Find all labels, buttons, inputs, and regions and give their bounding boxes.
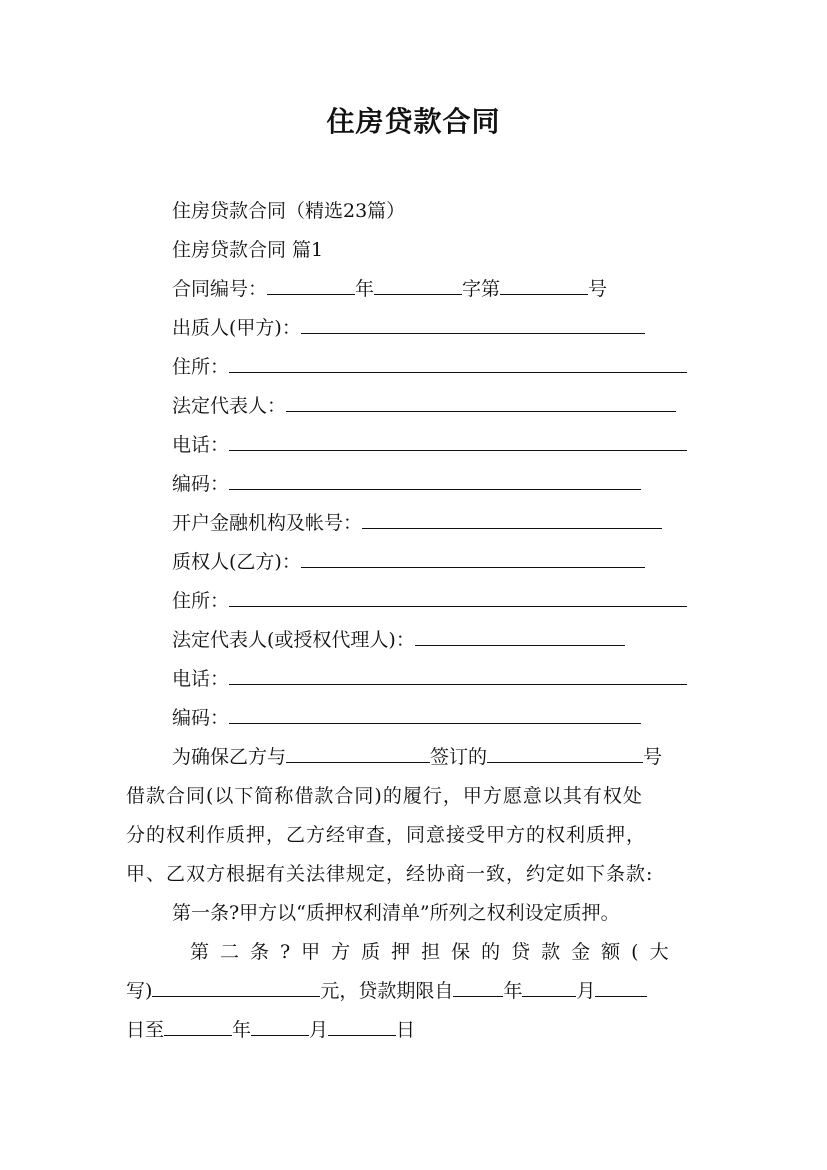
article-1: 第一条?甲方以“质押权利清单”所列之权利设定质押。: [172, 902, 620, 924]
paragraph-line: [172, 744, 662, 770]
blank: [362, 510, 662, 529]
blank: [229, 471, 641, 490]
text: 年: [503, 980, 523, 1002]
paragraph-line: 甲、乙双方根据有关法律规定，经协商一致，约定如下条款:: [126, 863, 654, 885]
text: 写): [126, 980, 153, 1002]
phone-label: 电话：: [172, 434, 230, 456]
text: 为确保乙方与: [172, 746, 287, 768]
text: 月: [576, 980, 596, 1002]
code-label: 编码：: [172, 707, 230, 729]
code-label: 编码：: [172, 473, 230, 495]
blank: [453, 978, 503, 997]
phone-line-1: [172, 432, 687, 458]
address-line-2: [172, 588, 687, 614]
article-2: 第二条?甲方质押担保的贷款金额(大: [190, 941, 680, 963]
pledgor-label: 出质人(甲方)：: [172, 317, 301, 339]
blank: [229, 705, 641, 724]
bank-line: [172, 510, 662, 536]
text: 日至: [126, 1019, 165, 1041]
address-label: 住所：: [172, 590, 230, 612]
blank: [152, 978, 320, 997]
text: 签订的: [430, 746, 488, 768]
text: 日: [396, 1019, 416, 1041]
text: 元，贷款期限自: [320, 980, 454, 1002]
blank: [301, 549, 645, 568]
legal-rep-line-2: [172, 627, 625, 653]
pledgor-line: [172, 315, 645, 341]
blank: [229, 432, 687, 451]
blank: [595, 978, 647, 997]
text: 号: [643, 746, 663, 768]
blank: [286, 744, 430, 763]
blank: [164, 1017, 232, 1036]
contract-number-line: [172, 276, 607, 302]
blank: [267, 276, 355, 295]
paragraph-line: [126, 978, 647, 1004]
legal-rep-label: 法定代表人(或授权代理人)：: [172, 629, 415, 651]
blank: [522, 978, 576, 997]
blank: [500, 276, 588, 295]
paragraph-line: [126, 1017, 415, 1043]
phone-label: 电话：: [172, 668, 230, 690]
blank: [229, 354, 687, 373]
text: 年: [232, 1019, 252, 1041]
hao-label: 号: [588, 278, 608, 300]
blank: [415, 627, 625, 646]
text: 月: [309, 1019, 329, 1041]
paragraph-line: 分的权利作质押，乙方经审查，同意接受甲方的权利质押，: [126, 824, 647, 846]
address-label: 住所：: [172, 356, 230, 378]
phone-line-2: [172, 666, 687, 692]
code-line-2: [172, 705, 641, 731]
blank: [229, 588, 687, 607]
blank: [328, 1017, 396, 1036]
pledgee-label: 质权人(乙方)：: [172, 551, 301, 573]
legal-rep-label: 法定代表人：: [172, 395, 287, 417]
document-title: 住房贷款合同: [326, 105, 501, 138]
blank: [374, 276, 462, 295]
code-line-1: [172, 471, 641, 497]
subtitle: 住房贷款合同（精选23篇）: [172, 200, 406, 222]
blank: [487, 744, 643, 763]
year-label: 年: [355, 278, 375, 300]
bank-label: 开户金融机构及帐号：: [172, 512, 363, 534]
address-line-1: [172, 354, 687, 380]
blank: [286, 393, 676, 412]
contract-number-label: 合同编号：: [172, 278, 268, 300]
blank: [251, 1017, 309, 1036]
zi-di-label: 字第: [462, 278, 501, 300]
legal-rep-line-1: [172, 393, 676, 419]
paragraph-line: 借款合同(以下简称借款合同)的履行，甲方愿意以其有权处: [126, 785, 643, 807]
blank: [301, 315, 645, 334]
pledgee-line: [172, 549, 645, 575]
blank: [229, 666, 687, 685]
section-heading: 住房贷款合同 篇1: [172, 239, 324, 261]
